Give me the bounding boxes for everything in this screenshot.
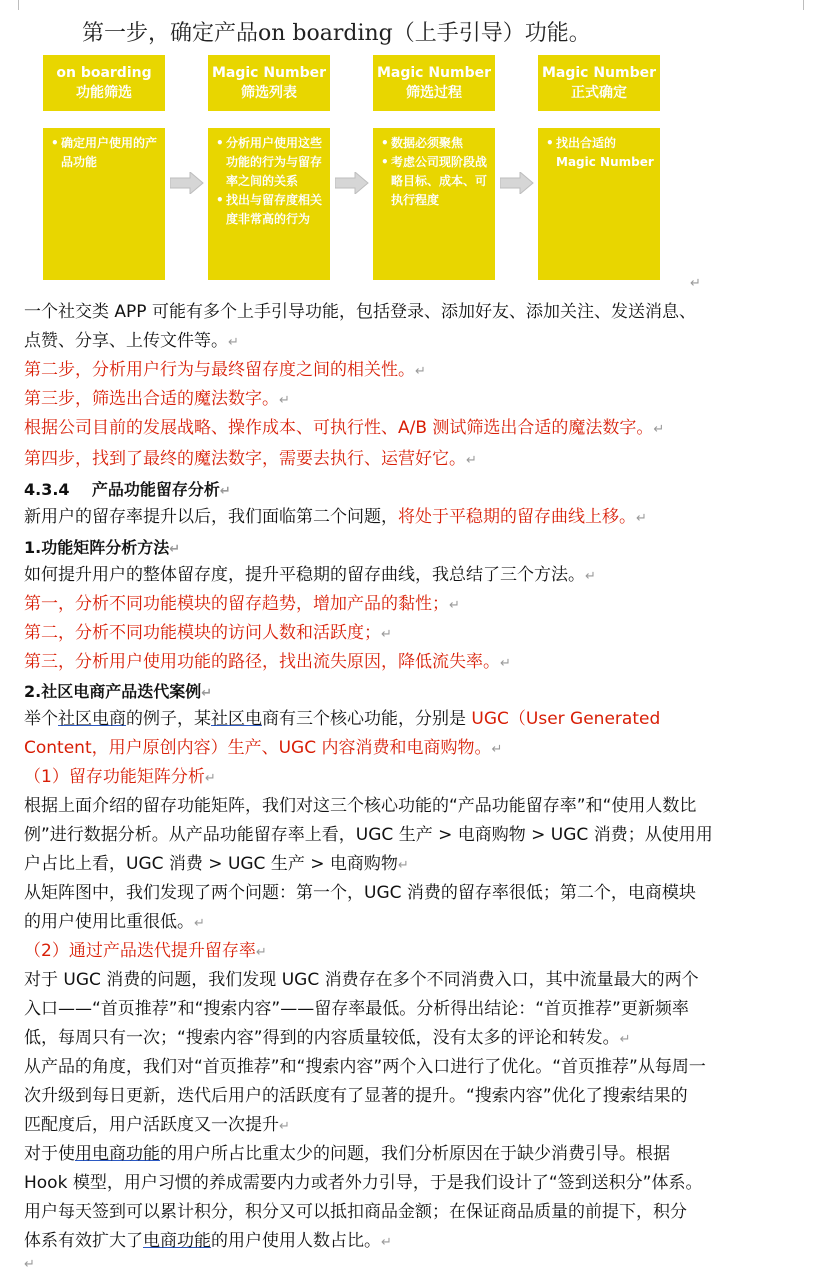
arrow-right-icon — [500, 172, 534, 194]
page-title: 第一步，确定产品on boarding（上手引导）功能。 — [82, 21, 591, 46]
sub-heading-2: 2.社区电商产品迭代案例↵ — [24, 682, 213, 701]
method-1: 第一，分析不同功能模块的留存趋势，增加产品的黏性；↵ — [24, 594, 460, 614]
paragraph-mark-icon: ↵ — [381, 627, 392, 642]
sub-heading-1: 1.功能矩阵分析方法↵ — [24, 538, 181, 557]
paragraph: Content，用户原创内容）生产、UGC 内容消费和电商购物。↵ — [24, 738, 503, 758]
stage-head-line: 正式确定 — [571, 85, 627, 101]
paragraph-mark-icon: ↵ — [24, 1257, 35, 1272]
stage-head-4 — [538, 55, 660, 111]
paragraph-mark-icon: ↵ — [415, 364, 426, 379]
paragraph-mark-icon: ↵ — [636, 511, 647, 526]
section-heading-4-3-4: 4.3.4 产品功能留存分析↵ — [24, 480, 231, 499]
stage-head-line: 筛选列表 — [241, 85, 297, 101]
paragraph: 匹配度后，用户活跃度又一次提升↵ — [24, 1115, 290, 1135]
paragraph-mark-icon: ↵ — [201, 686, 213, 701]
paragraph-mark-icon: ↵ — [228, 335, 239, 350]
paragraph: 对于 UGC 消费的问题，我们发现 UGC 消费存在多个不同消费入口，其中流量最大的两个 — [24, 970, 699, 990]
stage-head-line: Magic Number — [376, 65, 492, 81]
paragraph: 如何提升用户的整体留存度，提升平稳期的留存曲线，我总结了三个方法。↵ — [24, 565, 596, 585]
method-3: 第三，分析用户使用功能的路径，找出流失原因，降低流失率。↵ — [24, 652, 511, 672]
paragraph: 例”进行数据分析。从产品功能留存率上看，UGC 生产 > 电商购物 > UGC 消费；从使用用 — [24, 825, 713, 845]
paragraph: 户占比上看，UGC 消费 > UGC 生产 > 电商购物↵ — [24, 854, 409, 874]
paragraph: 的用户使用比重很低。↵ — [24, 912, 205, 932]
stage-head-line: 筛选过程 — [406, 85, 462, 101]
stage-head-2 — [208, 55, 330, 111]
stage-bullet: • 考虑公司现阶段战略目标、成本、可执行程度 — [381, 153, 489, 210]
stage-bullet: • 确定用户使用的产品功能 — [51, 134, 159, 172]
stage-body-1 — [43, 128, 165, 280]
page-corner-mark — [803, 0, 822, 10]
step-4: 第四步，找到了最终的魔法数字，需要去执行、运营好它。↵ — [24, 449, 477, 469]
paragraph-mark-icon: ↵ — [653, 422, 665, 437]
stage-head-line: Magic Number — [211, 65, 327, 81]
method-2: 第二，分析不同功能模块的访问人数和活跃度；↵ — [24, 623, 392, 643]
step-2: 第二步，分析用户行为与最终留存度之间的相关性。↵ — [24, 360, 426, 380]
stage-body-3 — [373, 128, 495, 280]
paragraph-mark-icon: ↵ — [204, 771, 216, 786]
stage-head-3 — [373, 55, 495, 111]
paragraph: 入口——“首页推荐”和“搜索内容”——留存率最低。分析得出结论：“首页推荐”更新频率 — [24, 999, 689, 1019]
paragraph: 体系有效扩大了电商功能的用户使用人数占比。↵ — [24, 1231, 392, 1251]
paragraph-mark-icon: ↵ — [279, 1119, 290, 1134]
stage-bullet: • 找出合适的Magic Number — [546, 134, 654, 172]
paragraph-mark-icon: ↵ — [690, 276, 701, 291]
step-3: 第三步，筛选出合适的魔法数字。↵ — [24, 389, 290, 409]
paragraph: Hook 模型，用户习惯的养成需要内力或者外力引导，于是我们设计了“签到送积分”体系。 — [24, 1173, 703, 1193]
paragraph: 根据上面介绍的留存功能矩阵，我们对这三个核心功能的“产品功能留存率”和“使用人数比 — [24, 796, 697, 816]
paragraph-mark-icon: ↵ — [194, 916, 205, 931]
paragraph: 举个社区电商的例子，某社区电商有三个核心功能，分别是 UGC（User Generated — [24, 709, 661, 729]
paragraph-mark-icon: ↵ — [491, 742, 503, 757]
paragraph-mark-icon: ↵ — [255, 945, 267, 960]
paragraph-mark-icon: ↵ — [279, 393, 290, 408]
paragraph: 对于使用电商功能的用户所占比重太少的问题，我们分析原因在于缺少消费引导。根据 — [24, 1144, 670, 1164]
subsection-2: （2）通过产品迭代提升留存率↵ — [24, 941, 267, 961]
subsection-1: （1）留存功能矩阵分析↵ — [24, 767, 216, 787]
paragraph: 次升级到每日更新，迭代后用户的活跃度有了显著的提升。“搜索内容”优化了搜索结果的 — [24, 1086, 688, 1106]
page-corner-mark — [0, 0, 19, 10]
step-3-detail: 根据公司目前的发展战略、操作成本、可执行性、A/B 测试筛选出合适的魔法数字。↵ — [24, 418, 665, 438]
paragraph-mark-icon: ↵ — [585, 569, 596, 584]
paragraph: 一个社交类 APP 可能有多个上手引导功能，包括登录、添加好友、添加关注、发送消息、 — [24, 302, 696, 322]
paragraph-mark-icon: ↵ — [381, 1235, 392, 1250]
paragraph-mark-icon: ↵ — [219, 484, 231, 499]
stage-head-line: on boarding — [56, 65, 152, 81]
arrow-right-icon — [170, 172, 204, 194]
stage-head-line: Magic Number — [541, 65, 657, 81]
paragraph-mark-icon: ↵ — [397, 858, 409, 873]
paragraph: 用户每天签到可以累计积分，积分又可以抵扣商品金额；在保证商品质量的前提下，积分 — [24, 1202, 687, 1222]
paragraph-mark-icon: ↵ — [500, 656, 511, 671]
paragraph: 新用户的留存率提升以后，我们面临第二个问题，将处于平稳期的留存曲线上移。↵ — [24, 507, 647, 527]
paragraph: 从矩阵图中，我们发现了两个问题：第一个，UGC 消费的留存率很低；第二个，电商模块 — [24, 883, 696, 903]
stage-body-2 — [208, 128, 330, 280]
stage-bullet: • 分析用户使用这些功能的行为与留存率之间的关系 — [216, 134, 324, 191]
arrow-right-icon — [335, 172, 369, 194]
paragraph: 点赞、分享、上传文件等。↵ — [24, 331, 239, 351]
empty-paragraph — [24, 1254, 804, 1274]
paragraph: 从产品的角度，我们对“首页推荐”和“搜索内容”两个入口进行了优化。“首页推荐”从每周一 — [24, 1057, 706, 1077]
paragraph: 低，每周只有一次；“搜索内容”得到的内容质量较低，没有太多的评论和转发。↵ — [24, 1028, 631, 1048]
paragraph-mark-icon: ↵ — [619, 1032, 631, 1047]
stage-bullet: • 数据必须聚焦 — [381, 134, 489, 153]
paragraph-mark-icon: ↵ — [169, 542, 181, 557]
stage-body-4 — [538, 128, 660, 280]
stage-head-line: 功能筛选 — [76, 85, 132, 101]
paragraph-mark-icon: ↵ — [449, 598, 460, 613]
paragraph-mark-icon: ↵ — [466, 453, 477, 468]
stage-head-1 — [43, 55, 165, 111]
stage-bullet: • 找出与留存度相关度非常高的行为 — [216, 191, 324, 229]
